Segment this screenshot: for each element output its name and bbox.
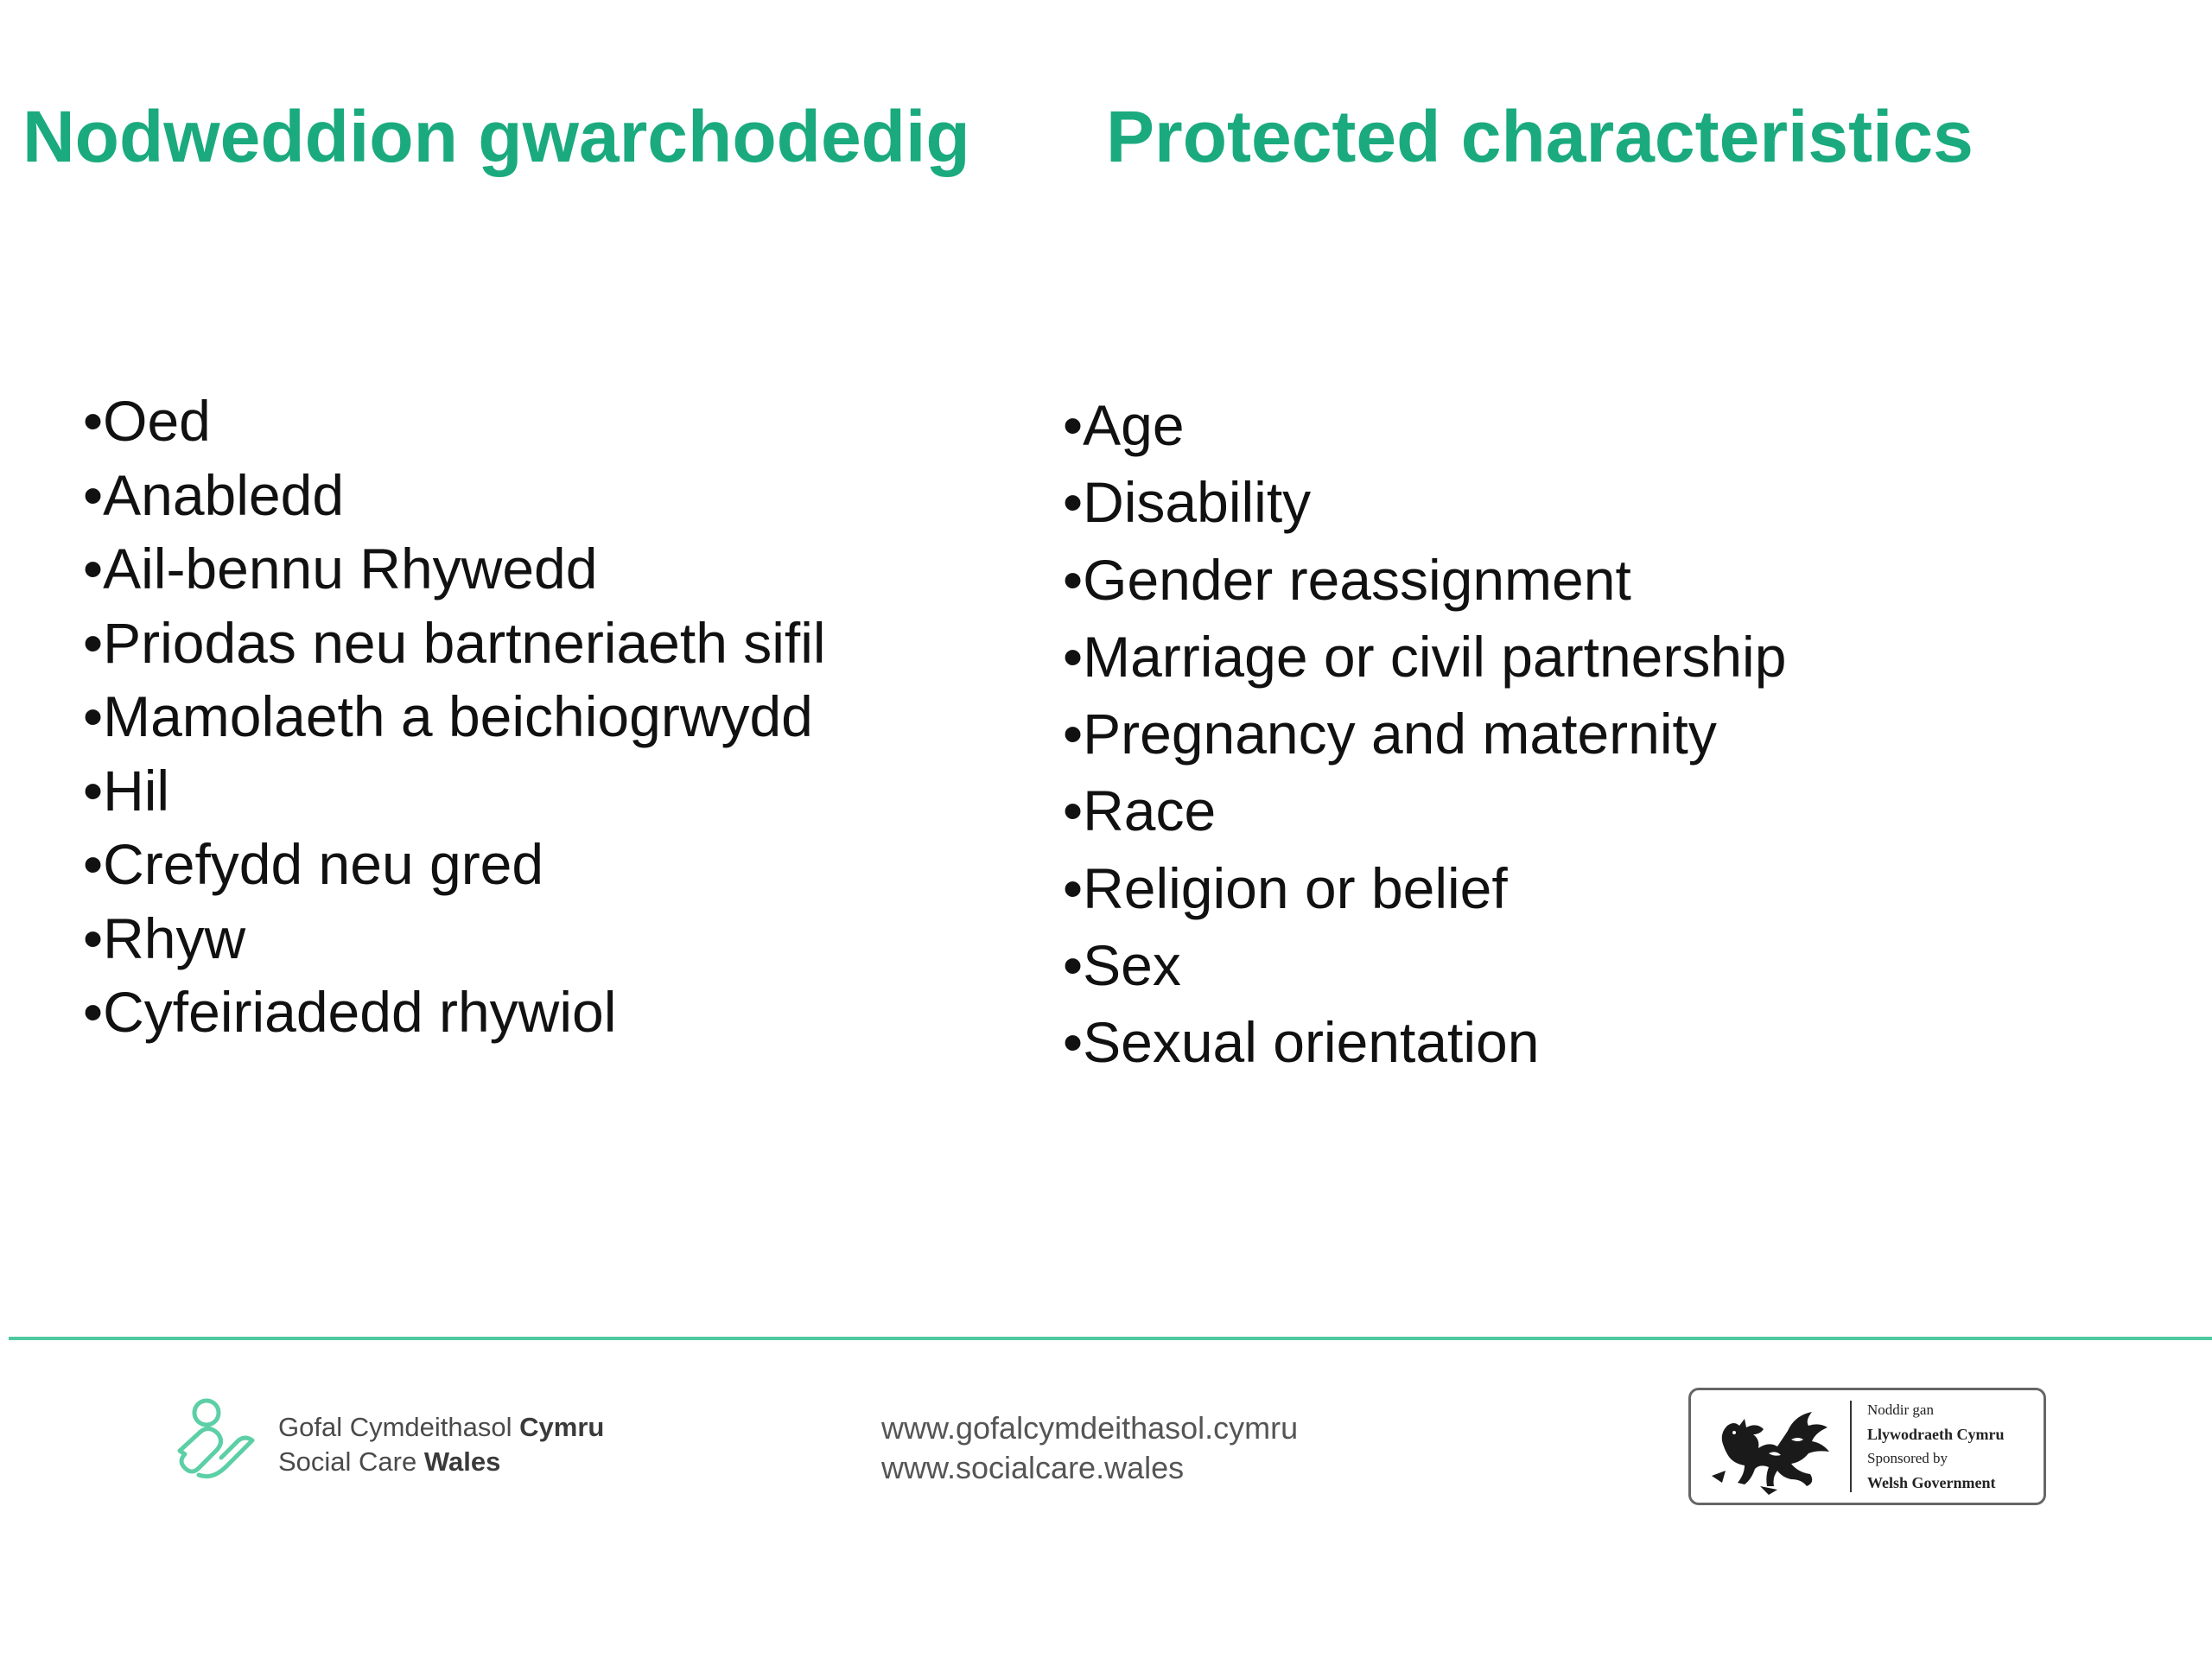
sponsor-text <box>1867 1398 2005 1495</box>
welsh-url: www.gofalcymdeithasol.cymru <box>881 1410 1299 1446</box>
social-care-wales-logo <box>166 1393 604 1497</box>
logo-welsh-regular: Gofal Cymdeithasol <box>278 1412 520 1442</box>
logo-english-bold: Wales <box>423 1446 501 1477</box>
welsh-government-name-en: Welsh Government <box>1867 1474 1996 1491</box>
list-item: • Crefydd neu gred <box>83 828 826 902</box>
english-title: Protected characteristics <box>1106 96 1974 177</box>
list-item: • Gender reassignment <box>1063 542 1786 619</box>
list-item: • Pregnancy and maternity <box>1063 696 1786 772</box>
list-item: • Priodas neu bartneriaeth sifil <box>83 607 826 681</box>
social-care-wales-logo-icon <box>166 1397 261 1492</box>
list-item: • Cyfeiriadedd rhywiol <box>83 976 826 1050</box>
list-item: • Oed <box>83 385 826 459</box>
list-item: • Mamolaeth a beichiogrwydd <box>83 680 826 754</box>
footer-urls <box>881 1408 1298 1488</box>
logo-welsh-bold: Cymru <box>519 1412 605 1442</box>
sponsor-line-welsh: Noddir gan <box>1867 1402 1934 1418</box>
list-item: • Disability <box>1063 464 1786 541</box>
list-item: • Sex <box>1063 927 1786 1004</box>
list-item: • Religion or belief <box>1063 850 1786 927</box>
list-item: • Rhyw <box>83 902 826 976</box>
sponsor-line-english: Sponsored by <box>1867 1450 1948 1466</box>
badge-separator <box>1850 1401 1852 1492</box>
footer-divider <box>9 1337 2212 1340</box>
list-item: • Age <box>1063 387 1786 464</box>
list-item: • Ail-bennu Rhywedd <box>83 532 826 607</box>
logo-wordmark <box>278 1410 604 1479</box>
list-item: • Marriage or civil partnership <box>1063 619 1786 696</box>
welsh-characteristics-list <box>83 385 826 1050</box>
welsh-government-name-cy: Llywodraeth Cymru <box>1867 1426 2005 1443</box>
list-item: • Anabledd <box>83 459 826 533</box>
welsh-dragon-icon <box>1708 1396 1838 1497</box>
logo-english-regular: Social Care <box>278 1446 424 1477</box>
logo-english-name <box>278 1445 604 1479</box>
list-item: • Race <box>1063 772 1786 849</box>
english-characteristics-list <box>1063 387 1786 1082</box>
list-item: • Sexual orientation <box>1063 1004 1786 1081</box>
list-item: • Hil <box>83 754 826 829</box>
english-url: www.socialcare.wales <box>881 1450 1185 1485</box>
logo-welsh-name <box>278 1410 604 1445</box>
welsh-government-sponsor-badge <box>1688 1388 2046 1505</box>
welsh-title: Nodweddion gwarchodedig <box>22 96 970 177</box>
